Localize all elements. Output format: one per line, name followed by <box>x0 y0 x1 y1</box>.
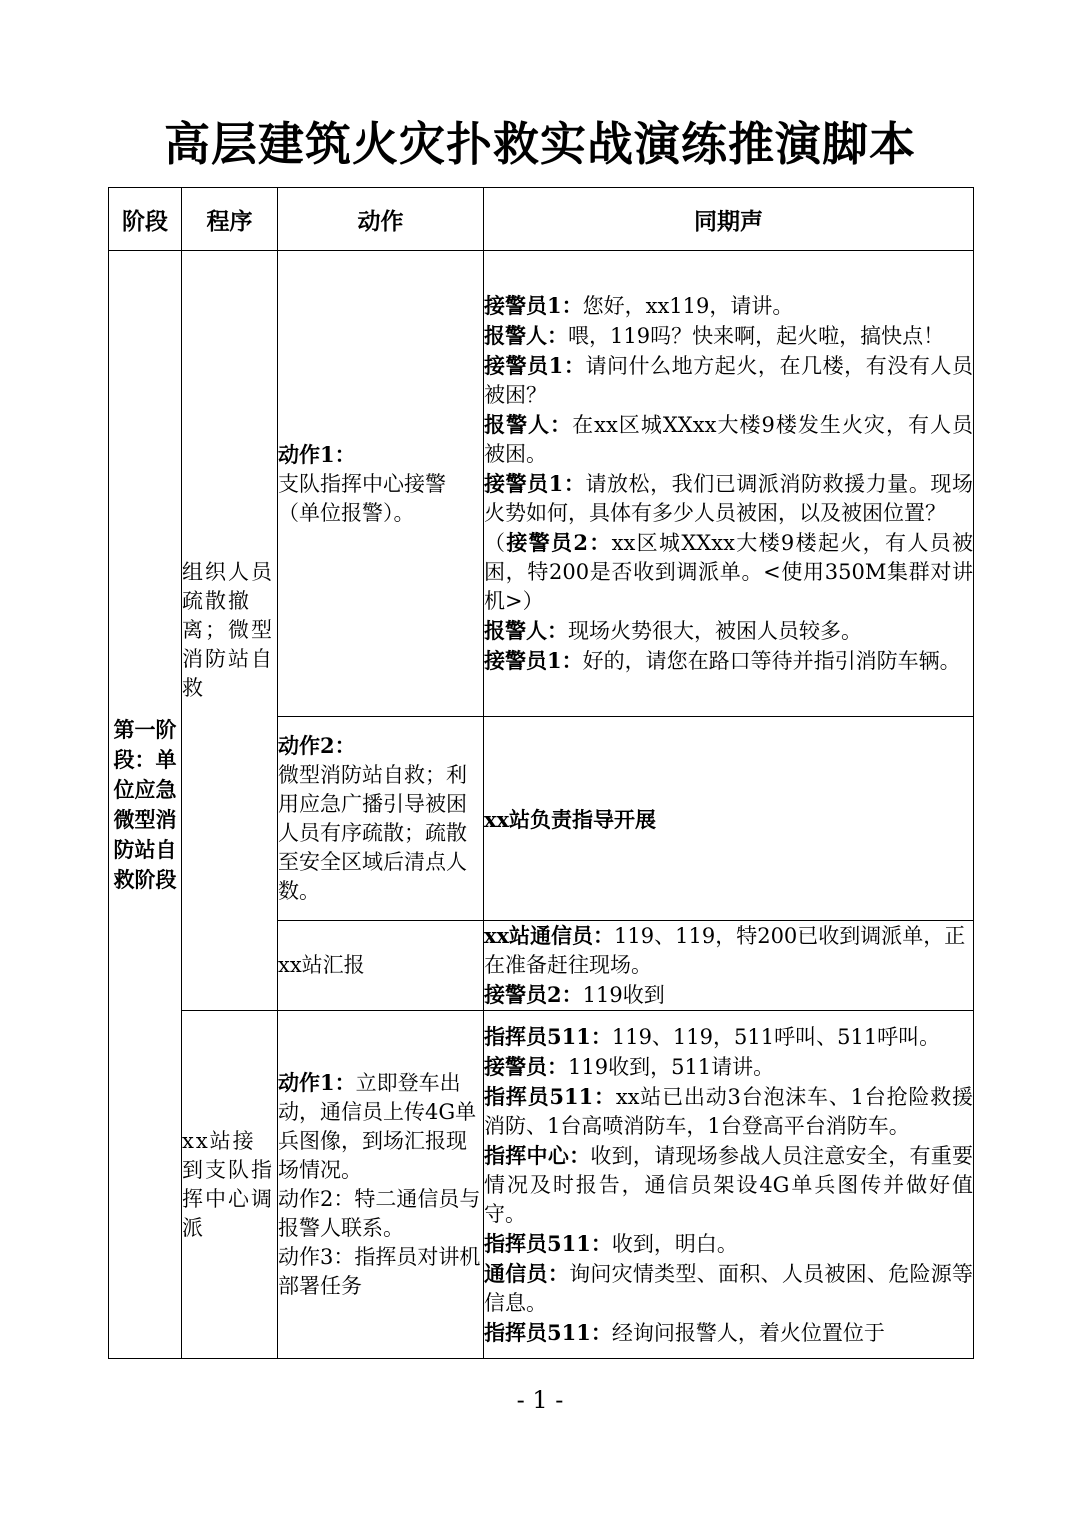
speaker-label: 报警人： <box>484 323 568 348</box>
dialogue-prefix: （ <box>484 531 507 555</box>
dialogue-line <box>484 321 973 351</box>
dialogue-text: 119、119，511呼叫、511呼叫。 <box>611 1024 941 1049</box>
stage-cell: 第一阶段：单位应急微型消防站自救阶段 <box>109 251 182 1359</box>
sound-cell <box>484 921 974 1011</box>
speaker-label: 接警员2： <box>484 982 583 1007</box>
action-cell <box>278 251 484 717</box>
dialogue-text: 在xx区城XXxx大楼9楼发生火灾，有人员被困。 <box>484 413 973 466</box>
header-sound: 同期声 <box>484 188 974 251</box>
dialogue-text: 询问灾情类型、面积、人员被困、危险源等信息。 <box>484 1261 974 1315</box>
action-cell <box>278 717 484 921</box>
dialogue-line <box>484 1229 973 1259</box>
dialogue-line <box>484 1082 973 1141</box>
action-text: 微型消防站自救；利用应急广播引导被困人员有序疏散；疏散至安全区域后清点人数。 <box>278 763 467 903</box>
speaker-label: 指挥员511： <box>484 1083 616 1109</box>
header-procedure: 程序 <box>182 188 278 251</box>
speaker-label: 接警员1： <box>484 353 586 378</box>
dialogue-line <box>484 469 973 528</box>
header-row <box>109 188 974 251</box>
action-label: 动作1： <box>278 1070 356 1095</box>
dialogue-text: 收到，请现场参战人员注意安全，有重要情况及时报告，通信员架设4G单兵图传并做好值守。 <box>484 1143 974 1226</box>
speaker-label: 通信员： <box>484 1260 570 1286</box>
action-text: 动作2：特二通信员与报警人联系。 <box>278 1187 481 1240</box>
action-text: 动作3：指挥员对讲机部署任务 <box>278 1245 481 1298</box>
action-cell <box>278 1011 484 1359</box>
speaker-label: 报警人： <box>484 618 568 643</box>
header-stage: 阶段 <box>109 188 182 251</box>
table-row <box>109 251 974 717</box>
speaker-label: 接警员1： <box>484 471 586 496</box>
dialogue-line <box>484 921 973 980</box>
dialogue-text: 现场火势很大，被困人员较多。 <box>568 619 862 643</box>
dialogue-line <box>484 1022 973 1052</box>
dialogue-line <box>484 616 973 646</box>
dialogue-text: xx站已出动3台泡沫车、1台抢险救援消防、1台高喷消防车，1台登高平台消防车。 <box>484 1084 973 1138</box>
dialogue-line <box>484 410 973 469</box>
drill-script-table <box>108 187 974 1359</box>
dialogue-text: 收到，明白。 <box>611 1231 738 1256</box>
speaker-label: 接警员1： <box>484 648 583 673</box>
action-label: 动作1： <box>278 441 356 467</box>
speaker-label: 指挥员511： <box>484 1319 612 1345</box>
dialogue-line <box>484 291 973 321</box>
speaker-label: 指挥员511： <box>484 1230 612 1256</box>
dialogue-text: 您好，xx119，请讲。 <box>582 294 794 318</box>
speaker-label: 指挥中心： <box>484 1142 591 1168</box>
speaker-label: xx站通信员： <box>484 923 615 948</box>
action-text: 立即登车出动，通信员上传4G单兵图像，到场汇报现场情况。 <box>278 1071 477 1182</box>
procedure-cell: 组织人员疏散撤离；微型消防站自救 <box>182 251 278 1011</box>
dialogue-line <box>484 1052 973 1082</box>
action-label: 动作2： <box>278 733 356 758</box>
dialogue-text: 经询问报警人，着火位置位于 <box>611 1320 885 1345</box>
table-row <box>109 1011 974 1359</box>
speaker-label: 接警员1： <box>484 293 583 318</box>
dialogue-line <box>484 351 973 410</box>
speaker-label: 接警员： <box>484 1053 568 1079</box>
dialogue-text: 请放松，我们已调派消防救援力量。现场火势如何，具体有多少人员被困，以及被困位置？ <box>484 472 973 525</box>
sound-cell: xx站负责指导开展 <box>484 717 974 921</box>
dialogue-line <box>484 980 973 1010</box>
dialogue-text: xx区城XXxx大楼9楼起火，有人员被困，特200是否收到调派单。<使用350M集群对讲机>） <box>484 531 973 613</box>
action-cell: xx站汇报 <box>278 921 484 1011</box>
speaker-label: 接警员2： <box>506 530 612 555</box>
dialogue-text: 119收到，511请讲。 <box>568 1054 775 1079</box>
page-number: - 1 - <box>516 1386 564 1414</box>
speaker-label: 报警人： <box>484 412 573 437</box>
dialogue-line <box>484 1318 973 1348</box>
speaker-label: 指挥员511： <box>484 1023 612 1049</box>
dialogue-text: 好的，请您在路口等待并指引消防车辆。 <box>582 649 961 673</box>
dialogue-text: 119收到 <box>582 983 665 1007</box>
dialogue-text: 119、119，特200已收到调派单，正在准备赶往现场。 <box>484 924 966 977</box>
dialogue-line <box>484 1141 973 1229</box>
dialogue-line <box>484 646 973 676</box>
procedure-cell: xx站接到支队指挥中心调派 <box>182 1011 278 1359</box>
sound-cell <box>484 251 974 717</box>
document-title: 高层建筑火灾扑救实战演练推演脚本 <box>164 117 916 171</box>
dialogue-line <box>484 1259 973 1318</box>
header-action: 动作 <box>278 188 484 251</box>
action-text: 支队指挥中心接警（单位报警）。 <box>278 471 446 525</box>
dialogue-text: 喂，119吗？快来啊，起火啦，搞快点！ <box>568 324 945 348</box>
dialogue-line <box>484 528 973 616</box>
sound-cell <box>484 1011 974 1359</box>
dialogue-text: 请问什么地方起火，在几楼，有没有人员被困？ <box>484 354 973 407</box>
